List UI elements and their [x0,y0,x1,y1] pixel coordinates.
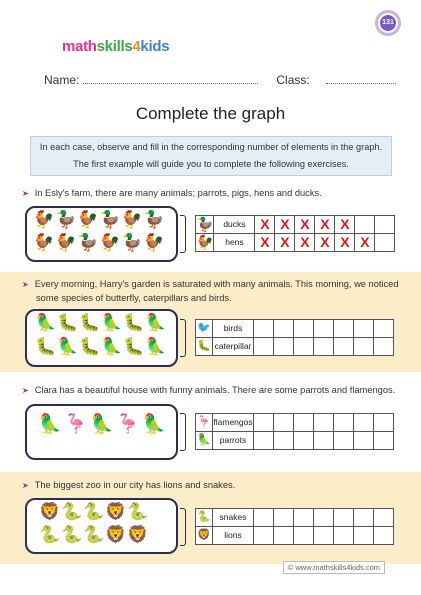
duck-icon: 🦆 [99,210,121,229]
graph-cell[interactable] [294,432,314,450]
graph-cell[interactable]: X [255,216,275,234]
snake-icon: 🐍 [83,525,105,544]
question-1-graph [195,215,395,252]
bracket [180,319,186,357]
graph-cell[interactable] [294,320,314,338]
graph-cell[interactable] [254,320,274,338]
hen-icon: 🐓 [33,233,55,252]
lion-icon: 🦁 [39,502,61,521]
graph-cell[interactable] [294,338,314,356]
question-4-label: The biggest zoo in our city has lions and snakes. [34,480,236,490]
question-2-text [22,279,399,289]
graph-cell[interactable]: X [275,216,295,234]
graph-cell[interactable] [274,320,294,338]
graph-cell[interactable] [354,320,374,338]
snake-icon: 🐍 [127,502,149,521]
snake-icon: 🐍 [83,502,105,521]
snake-icon: 🐍 [196,509,213,527]
graph-cell[interactable] [374,414,394,432]
logo-four: 4 [132,38,141,55]
lion-icon: 🦁 [196,527,213,545]
graph-cell[interactable] [354,432,374,450]
row-label: birds [213,320,254,338]
graph-cell[interactable] [314,527,334,545]
snake-icon: 🐍 [39,525,61,544]
class-label: Class: [276,73,310,87]
duck-icon: 🦆 [121,233,143,252]
duck-icon: 🦆 [77,233,99,252]
question-1-text [22,188,322,198]
name-field[interactable] [83,73,258,84]
graph-cell[interactable] [294,509,314,527]
question-1-label: In Esly's farm, there are many animals; parrots, pigs, hens and ducks. [34,188,322,198]
row-label: ducks [214,216,255,234]
graph-cell[interactable] [375,234,395,252]
graph-cell[interactable] [274,338,294,356]
hen-icon: 🐓 [33,210,55,229]
graph-row-parrots [196,432,394,450]
class-field[interactable] [326,73,396,84]
question-2-graph [195,319,394,356]
lion-icon: 🦁 [105,502,127,521]
graph-row-flamengos [196,414,394,432]
graph-cell[interactable]: X [335,234,355,252]
parrot-icon: 🦜 [196,432,213,450]
graph-cell[interactable] [374,432,394,450]
graph-cell[interactable] [274,432,294,450]
caterpillar-icon: 🐛 [35,337,57,356]
graph-cell[interactable] [334,320,354,338]
question-4-graph [195,508,394,545]
graph-cell[interactable] [274,414,294,432]
hen-icon: 🐓 [77,210,99,229]
question-4-picture-box [25,498,178,554]
flamingo-icon: 🦩 [196,414,213,432]
bracket [180,413,186,451]
graph-cell[interactable] [314,338,334,356]
graph-cell[interactable] [294,414,314,432]
question-3-picture-box [25,404,178,460]
logo-math: math [62,38,97,55]
graph-cell[interactable] [354,527,374,545]
graph-cell[interactable] [334,414,354,432]
graph-row-birds [196,320,394,338]
bird-icon: 🦜 [35,313,57,332]
bird-icon: 🦜 [101,337,123,356]
graph-cell[interactable]: X [315,234,335,252]
graph-cell[interactable] [294,527,314,545]
graph-cell[interactable] [354,509,374,527]
row-label: hens [214,234,255,252]
bird-icon: 🐦 [196,320,213,338]
page-title: Complete the graph [135,104,286,123]
graph-cell[interactable] [314,509,334,527]
caterpillar-icon: 🐛 [79,337,101,356]
graph-cell[interactable] [355,216,375,234]
caterpillar-icon: 🐛 [79,313,101,332]
lion-icon: 🦁 [127,525,149,544]
snake-icon: 🐍 [61,525,83,544]
parrot-icon: 🦜 [38,414,62,435]
duck-icon: 🦆 [196,216,214,232]
arrow-icon: ➤ [22,481,29,490]
parrot-icon: 🦜 [90,414,114,435]
duck-icon: 🦆 [143,210,165,229]
question-3-label: Clara has a beautiful house with funny animals. There are some parrots and flamengos. [34,385,396,395]
question-2-text-line-2: some species of butterfly, caterpillars and birds. [36,293,232,303]
caterpillar-icon: 🐛 [123,313,145,332]
hen-icon: 🐓 [196,234,214,250]
graph-cell[interactable]: X [335,216,355,234]
hen-icon: 🐓 [143,233,165,252]
graph-cell[interactable] [254,527,274,545]
flamingo-icon: 🦩 [116,414,140,435]
graph-cell[interactable] [334,338,354,356]
question-2-label: Every morning, Harry's garden is saturated with many animals. This morning, we noticed [34,279,399,289]
question-4-text [22,480,235,490]
graph-cell[interactable] [254,414,274,432]
row-label: flamengos [213,414,254,432]
graph-cell[interactable] [314,320,334,338]
bird-icon: 🦜 [101,313,123,332]
graph-cell[interactable] [334,432,354,450]
hen-icon: 🐓 [121,210,143,229]
page-number-badge [375,10,401,36]
footer-credit: © www.mathskills4kids.com [283,561,385,574]
bracket [180,508,186,546]
graph-cell[interactable]: X [315,216,335,234]
caterpillar-icon: 🐛 [196,338,213,356]
graph-cell[interactable] [375,216,395,234]
flamingo-icon: 🦩 [64,414,88,435]
hen-icon: 🐓 [55,233,77,252]
graph-cell[interactable]: X [275,234,295,252]
name-label: Name: [44,73,80,87]
graph-cell[interactable] [374,320,394,338]
graph-cell[interactable]: X [295,216,315,234]
arrow-icon: ➤ [22,386,29,395]
graph-cell[interactable] [274,509,294,527]
arrow-icon: ➤ [22,280,29,289]
graph-cell[interactable] [354,414,374,432]
graph-row-snakes [196,509,394,527]
row-label: caterpillar [213,338,254,356]
lion-icon: 🦁 [105,525,127,544]
arrow-icon: ➤ [22,189,29,198]
bird-icon: 🦜 [145,313,167,332]
bird-icon: 🦜 [57,337,79,356]
question-1-picture-box [25,206,178,262]
question-2-picture-box [25,309,178,367]
caterpillar-icon: 🐛 [57,313,79,332]
graph-cell[interactable] [374,527,394,545]
instructions-line-2: The first example will guide you to complete the following exercises. [73,159,349,169]
graph-cell[interactable] [254,432,274,450]
graph-cell[interactable] [334,509,354,527]
logo-skills: skills [96,38,133,55]
row-label: lions [213,527,254,545]
logo [62,38,169,55]
graph-cell[interactable] [254,338,274,356]
graph-cell[interactable]: X [355,234,375,252]
bird-icon: 🦜 [145,337,167,356]
row-label: snakes [213,509,254,527]
parrot-icon: 🦜 [142,414,166,435]
hen-icon: 🐓 [99,233,121,252]
graph-cell[interactable] [314,414,334,432]
instructions-line-1: In each case, observe and fill in the corresponding number of elements in the graph. [39,142,383,152]
logo-kids: kids [140,38,170,55]
row-label: parrots [213,432,254,450]
question-3-graph [195,413,394,450]
graph-cell[interactable] [374,338,394,356]
graph-row-ducks [196,216,395,234]
graph-cell[interactable] [334,527,354,545]
snake-icon: 🐍 [61,502,83,521]
graph-cell[interactable]: X [255,234,275,252]
instructions-box [30,136,392,176]
graph-cell[interactable] [314,432,334,450]
page-number: 131 [380,15,396,31]
graph-cell[interactable]: X [295,234,315,252]
graph-cell[interactable] [354,338,374,356]
graph-cell[interactable] [254,509,274,527]
graph-cell[interactable] [274,527,294,545]
bracket [180,215,186,253]
caterpillar-icon: 🐛 [123,337,145,356]
name-class-row [44,73,396,87]
graph-row-hens [196,234,395,252]
question-3-text [22,385,395,395]
graph-row-caterpillar [196,338,394,356]
graph-row-lions [196,527,394,545]
duck-icon: 🦆 [55,210,77,229]
graph-cell[interactable] [374,509,394,527]
